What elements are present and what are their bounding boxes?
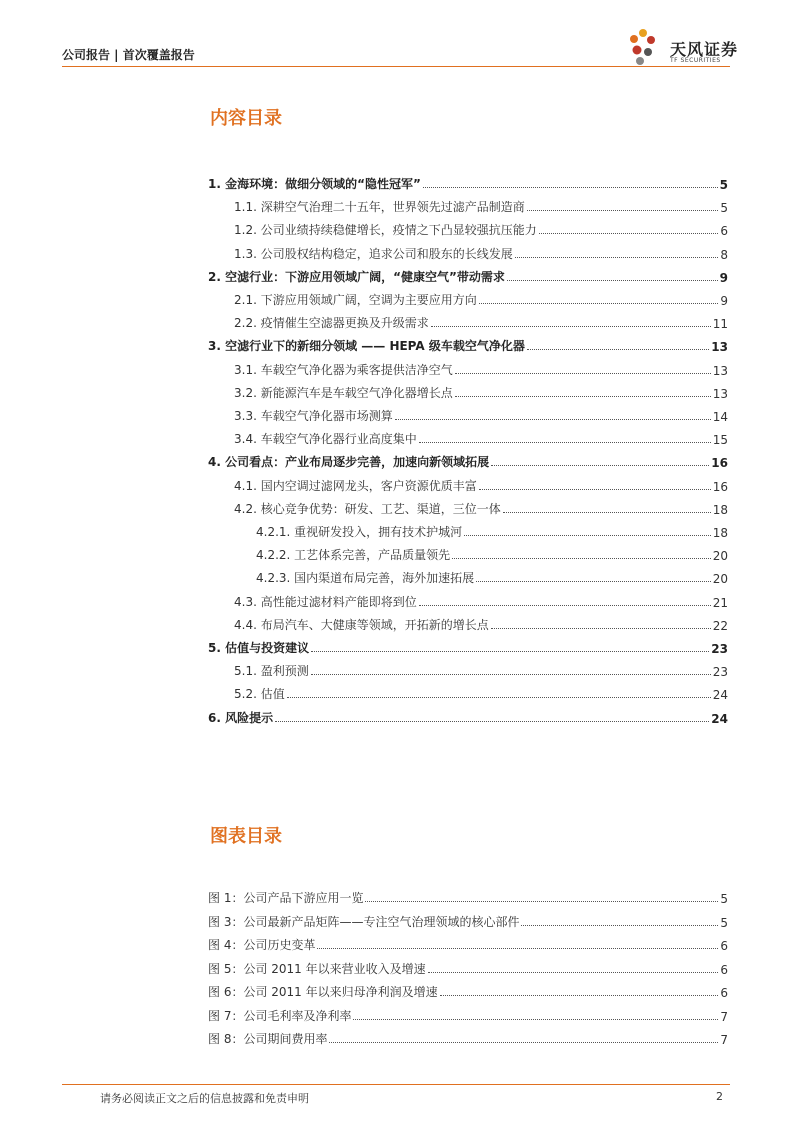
toc-entry[interactable] (234, 588, 728, 610)
figure-leader-dots (365, 901, 718, 902)
toc-entry[interactable] (234, 425, 728, 447)
toc-entry-page: 15 (712, 433, 728, 448)
toc-entry-label: 1.1. 深耕空气治理二十五年，世界领先过滤产品制造商 (234, 200, 525, 215)
toc-entry-page: 20 (712, 549, 728, 564)
toc-entry-label: 5.1. 盈利预测 (234, 664, 309, 679)
toc-entry-page: 5 (720, 201, 728, 216)
toc-leader-dots (419, 442, 711, 443)
toc-entry[interactable] (208, 704, 728, 726)
toc-entry-label: 4.3. 高性能过滤材料产能即将到位 (234, 594, 417, 609)
toc-entry-page: 16 (711, 456, 728, 471)
toc-entry-page: 8 (720, 247, 728, 262)
figure-leader-dots (353, 1019, 718, 1020)
toc-entry-label: 4.4. 布局汽车、大健康等领域，开拓新的增长点 (234, 617, 489, 632)
figure-entry-label: 图 4：公司历史变革 (208, 938, 316, 952)
toc-leader-dots (452, 558, 711, 559)
toc-leader-dots (455, 373, 711, 374)
toc-entry[interactable] (234, 286, 728, 308)
figure-entry[interactable] (208, 908, 728, 930)
toc-entry-label: 3.1. 车载空气净化器为乘客提供洁净空气 (234, 362, 453, 377)
toc-entry-label: 4.2. 核心竞争优势：研发、工艺、渠道，三位一体 (234, 501, 501, 516)
toc-entry-page: 16 (712, 479, 728, 494)
toc-entry[interactable] (234, 402, 728, 424)
toc-entry-page: 13 (712, 386, 728, 401)
figure-entry-page: 6 (720, 986, 728, 1000)
figure-leader-dots (329, 1042, 718, 1043)
toc-entry-page: 13 (711, 340, 728, 355)
toc-entry-page: 13 (712, 363, 728, 378)
toc-entry[interactable] (256, 564, 728, 586)
toc-entry[interactable] (234, 309, 728, 331)
toc-entry-page: 23 (712, 665, 728, 680)
toc-entry[interactable] (234, 193, 728, 215)
toc-entry-page: 18 (712, 526, 728, 540)
figure-leader-dots (521, 925, 718, 926)
toc-entry-label: 1.2. 公司业绩持续稳健增长，疫情之下凸显较强抗压能力 (234, 223, 537, 238)
figure-list-title: 图表目录 (210, 826, 282, 847)
toc-leader-dots (491, 465, 709, 466)
toc-entry[interactable] (234, 657, 728, 679)
figure-entry[interactable] (208, 955, 728, 977)
toc-entry-page: 24 (712, 688, 728, 703)
toc-leader-dots (539, 233, 719, 234)
toc-entry-label: 3.4. 车载空气净化器行业高度集中 (234, 432, 417, 447)
figure-leader-dots (440, 995, 719, 996)
toc-entry-label: 2. 空滤行业：下游应用领域广阔，“健康空气”带动需求 (208, 269, 505, 284)
toc-entry[interactable] (234, 680, 728, 702)
toc-leader-dots (503, 512, 711, 513)
toc-entry-label: 4.2.1. 重视研发投入，拥有技术护城河 (256, 525, 463, 539)
figure-entry-label: 图 5：公司 2011 年以来营业收入及增速 (208, 961, 426, 976)
figure-entry[interactable] (208, 1002, 728, 1024)
figure-entry-page: 7 (720, 1033, 728, 1047)
toc-entry-page: 18 (712, 502, 728, 517)
toc-leader-dots (287, 697, 711, 698)
toc-leader-dots (491, 628, 711, 629)
toc-entry[interactable] (208, 634, 728, 656)
toc-entry-label: 4.2.3. 国内渠道布局完善，海外加速拓展 (256, 571, 475, 586)
toc-entry-label: 4. 公司看点：产业布局逐步完善，加速向新领域拓展 (208, 455, 490, 470)
toc-leader-dots (419, 605, 711, 606)
figure-entry-page: 7 (720, 1009, 728, 1024)
logo-name: 天风证券 (670, 40, 739, 59)
toc-entry-page: 21 (712, 595, 728, 610)
toc-entry-label: 2.1. 下游应用领域广阔，空调为主要应用方向 (234, 293, 477, 307)
figure-leader-dots (428, 972, 719, 973)
toc-entry-label: 5. 估值与投资建议 (208, 641, 310, 655)
toc-leader-dots (431, 326, 711, 327)
toc-leader-dots (479, 489, 711, 490)
figure-entry-page: 5 (720, 915, 728, 930)
figure-entry-label: 图 3：公司最新产品矩阵——专注空气治理领域的核心部件 (208, 914, 520, 929)
toc-entry[interactable] (234, 356, 728, 378)
logo-subtitle: TF SECURITIES (670, 57, 721, 64)
toc-leader-dots (527, 210, 719, 211)
toc-entry-label: 1.3. 公司股权结构稳定，追求公司和股东的长线发展 (234, 246, 513, 261)
toc-entry[interactable] (234, 495, 728, 517)
toc-entry-label: 3.3. 车载空气净化器市场测算 (234, 409, 393, 423)
toc-leader-dots (479, 303, 719, 304)
toc-entry-page: 24 (711, 711, 728, 726)
footer-divider (62, 1084, 730, 1085)
toc-entry[interactable] (234, 472, 728, 494)
toc-leader-dots (423, 187, 718, 188)
figure-entry[interactable] (208, 884, 728, 906)
toc-entry-page: 23 (711, 642, 728, 656)
toc-leader-dots (515, 257, 719, 258)
toc-entry-page: 5 (719, 178, 728, 192)
toc-entry[interactable] (234, 240, 728, 262)
toc-leader-dots (395, 419, 711, 420)
toc-leader-dots (476, 581, 711, 582)
report-type-header: 公司报告 | 首次覆盖报告 (62, 48, 195, 62)
toc-entry-label: 3. 空滤行业下的新细分领域 —— HEPA 级车载空气净化器 (208, 339, 525, 354)
toc-leader-dots (311, 651, 709, 652)
figure-entry-label: 图 6：公司 2011 年以来归母净利润及增速 (208, 985, 438, 999)
toc-entry-page: 9 (719, 270, 728, 285)
toc-leader-dots (464, 535, 711, 536)
figure-entry-label: 图 1：公司产品下游应用一览 (208, 891, 364, 905)
toc-entry-page: 9 (720, 294, 728, 308)
toc-entry-page: 22 (712, 618, 728, 633)
toc-leader-dots (311, 674, 711, 675)
footer-disclaimer: 请务必阅读正文之后的信息披露和免责申明 (100, 1092, 309, 1105)
toc-entry-page: 11 (712, 317, 728, 332)
toc-entry[interactable] (234, 216, 728, 238)
toc-entry-label: 3.2. 新能源汽车是车载空气净化器增长点 (234, 385, 453, 400)
toc-leader-dots (455, 396, 711, 397)
toc-entry[interactable] (256, 518, 728, 540)
toc-entry-label: 2.2. 疫情催生空滤器更换及升级需求 (234, 316, 429, 331)
page-number: 2 (716, 1090, 723, 1103)
toc-entry-label: 5.2. 估值 (234, 687, 285, 702)
toc-entry[interactable] (234, 379, 728, 401)
toc-entry-label: 4.2.2. 工艺体系完善，产品质量领先 (256, 548, 451, 563)
toc-leader-dots (275, 721, 709, 722)
toc-entry-label: 1. 金海环境：做细分领域的“隐性冠军” (208, 177, 421, 191)
toc-entry-label: 6. 风险提示 (208, 710, 274, 725)
header-divider (62, 66, 730, 67)
toc-entry[interactable] (234, 611, 728, 633)
figure-entry-label: 图 8：公司期间费用率 (208, 1032, 328, 1046)
toc-entry[interactable] (256, 541, 728, 563)
figure-entry[interactable] (208, 1025, 728, 1047)
figure-entry-page: 6 (720, 939, 728, 953)
toc-entry-page: 14 (712, 410, 728, 424)
toc-leader-dots (507, 280, 718, 281)
figure-entry-page: 6 (720, 962, 728, 977)
toc-title: 内容目录 (210, 108, 282, 129)
figure-entry-label: 图 7：公司毛利率及净利率 (208, 1008, 352, 1023)
figure-entry[interactable] (208, 931, 728, 953)
figure-leader-dots (317, 948, 718, 949)
toc-entry[interactable] (208, 448, 728, 470)
toc-entry-page: 6 (720, 224, 728, 239)
toc-entry-label: 4.1. 国内空调过滤网龙头，客户资源优质丰富 (234, 478, 477, 493)
figure-entry-page: 5 (720, 892, 728, 906)
toc-leader-dots (527, 349, 709, 350)
toc-entry[interactable] (208, 170, 728, 192)
toc-entry[interactable] (208, 332, 728, 354)
toc-entry[interactable] (208, 263, 728, 285)
figure-entry[interactable] (208, 978, 728, 1000)
toc-entry-page: 20 (712, 572, 728, 587)
